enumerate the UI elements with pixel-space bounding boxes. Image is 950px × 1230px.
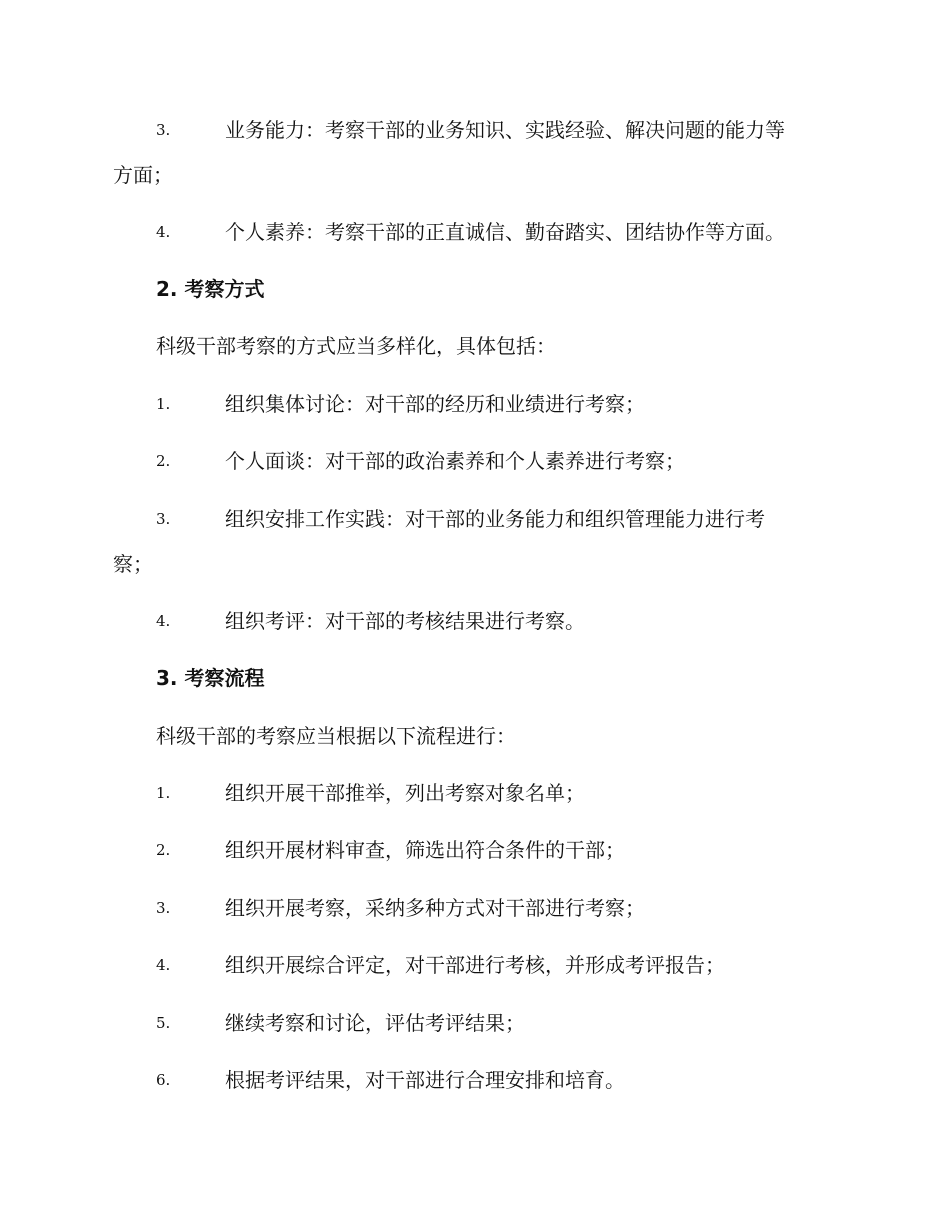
list-item-text: 个人素养：考察干部的正直诚信、勤奋踏实、团结协作等方面。 — [225, 220, 785, 244]
section-heading: 3. 考察流程 — [156, 666, 265, 690]
list-item-continuation: 察； — [113, 552, 153, 576]
list-item-continuation: 方面； — [113, 163, 173, 187]
section-intro: 科级干部考察的方式应当多样化，具体包括： — [156, 334, 556, 358]
list-item-number: 3. — [156, 510, 171, 528]
list-item-number: 1. — [156, 395, 171, 413]
list-item-text: 根据考评结果，对干部进行合理安排和培育。 — [225, 1068, 625, 1092]
list-item-number: 4. — [156, 956, 171, 974]
list-item-number: 3. — [156, 121, 171, 139]
list-item-text: 组织开展干部推举，列出考察对象名单； — [225, 781, 585, 805]
list-item-number: 2. — [156, 452, 171, 470]
list-item-text: 组织集体讨论：对干部的经历和业绩进行考察； — [225, 392, 645, 416]
section-intro: 科级干部的考察应当根据以下流程进行： — [156, 724, 516, 748]
list-item-number: 1. — [156, 784, 171, 802]
list-item-number: 6. — [156, 1071, 171, 1089]
list-item-text: 业务能力：考察干部的业务知识、实践经验、解决问题的能力等 — [225, 118, 785, 142]
list-item-number: 4. — [156, 223, 171, 241]
list-item-text: 个人面谈：对干部的政治素养和个人素养进行考察； — [225, 449, 685, 473]
list-item-text: 继续考察和讨论，评估考评结果； — [225, 1011, 525, 1035]
list-item-text: 组织考评：对干部的考核结果进行考察。 — [225, 609, 585, 633]
section-heading: 2. 考察方式 — [156, 277, 265, 301]
list-item-text: 组织安排工作实践：对干部的业务能力和组织管理能力进行考 — [225, 507, 765, 531]
list-item-text: 组织开展综合评定，对干部进行考核，并形成考评报告； — [225, 953, 725, 977]
list-item-number: 5. — [156, 1014, 171, 1032]
list-item-number: 2. — [156, 841, 171, 859]
list-item-number: 4. — [156, 612, 171, 630]
list-item-text: 组织开展材料审查，筛选出符合条件的干部； — [225, 838, 625, 862]
list-item-number: 3. — [156, 899, 171, 917]
list-item-text: 组织开展考察，采纳多种方式对干部进行考察； — [225, 896, 645, 920]
